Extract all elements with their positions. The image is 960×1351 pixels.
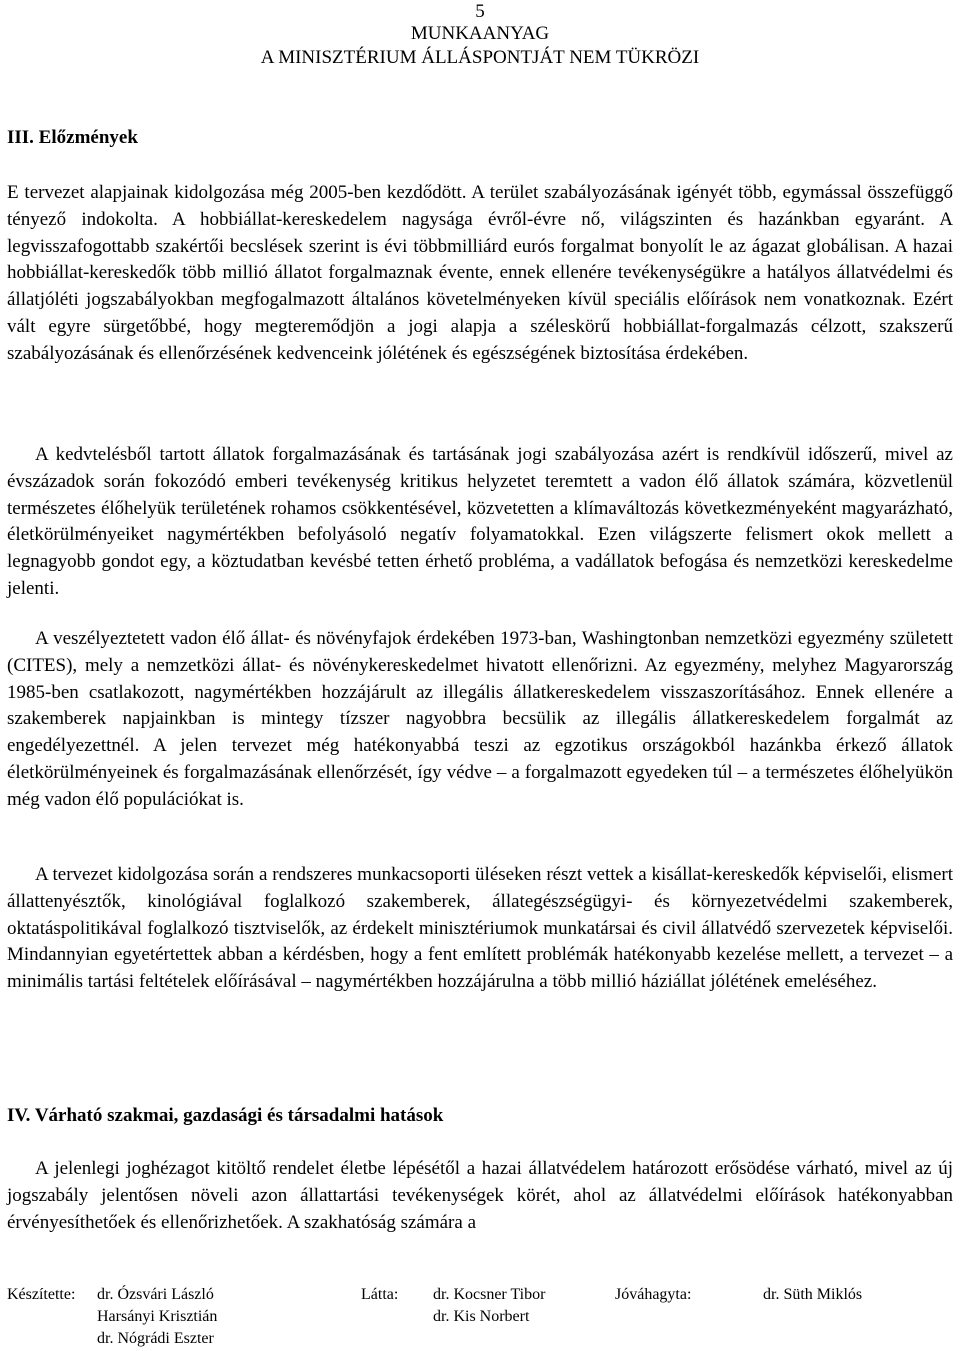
- seen-by-list: [433, 1284, 545, 1328]
- section-3-paragraph-1: E tervezet alapjainak kidolgozása még 2005-ben kezdődött. A terület szabályozásának igényét több, egymással összefüggő tényező indokolta. A hobbiállat-kereskedelem nagysága évről-évre nő, világszinten és hazánkban egyaránt. A legvisszafogottabb szakértői becslések szerint is évi többmilliárd eurós forgalmat bonyolít le az ágazat globálisan. A hazai hobbiállat-kereskedők több millió állatot forgalmaznak évente, ennek ellenére tevékenységükre a hatályos állatvédelmi és állatjóléti jogszabályokban megfogalmazott általános követelményeken kívül speciális előírások nem vonatkoznak. Ezért vált egyre sürgetőbbé, hogy megteremődjön a jogi alapja a széleskörű hobbiállat-forgalmazás célzott, szakszerű szabályozásának és ellenőrzésének kedvenceink jólétének és egészségének biztosítása érdekében.: [7, 182, 953, 364]
- section-3-paragraph-3: A veszélyeztetett vadon élő állat- és növényfajok érdekében 1973-ban, Washingtonban nemzetközi egyezmény született (CITES), mely a nemzetközi állat- és növénykereskedelmet hivatott ellenőrizni. Az egyezmény, melyhez Magyarország 1985-ben csatlakozott, nagymértékben hozzájárult az illegális állatkereskedelem visszaszorításához. Ennek ellenére a szakemberek napjainkban is mintegy tízszer nagyobbra becsülik az illegális állatkereskedelem forgalmát az engedélyezettnél. A jelen tervezet még hatékonyabbá teszi az egzotikus országokból hazánkba érkező állatok életkörülményeinek és forgalmazásának ellenőrzését, így védve – a forgalmazott egyedeken túl – a természetes élőhelyükön még vadon élő populációkat is.: [7, 628, 953, 810]
- section-3-paragraph-2: A kedvtelésből tartott állatok forgalmazásának és tartásának jogi szabályozása azért is rendkívül időszerű, mivel az évszázadok során fokozódó emberi tevékenység kritikus helyzetet teremtett a vadon élő állatok számára, közvetlenül természetes élőhelyük területének rohamos csökkentésével, közvetetten a klímaváltozás következményeként magyarázható, életkörülményeiket nagymértékben befolyásoló negatív folyamatokkal. Ezen világszerte felismert okok mellett a legnagyobb gondot egy, a köztudatban kevésbé tetten érhető probléma, a vadállatok befogása és nemzetközi kereskedelme jelenti.: [7, 444, 953, 599]
- prepared-by-name: Harsányi Krisztián: [97, 1308, 218, 1325]
- section-4-paragraph-1: A jelenlegi joghézagot kitöltő rendelet életbe lépésétől a hazai állatvédelem határozott erősödése várható, mivel az új jogszabály jelentősen növeli azon állattartási tevékenységek körét, ahol az állatvédelmi előírások hatékonyabban érvényesíthetőek és ellenőrizhetőek. A szakhatóság számára a: [7, 1158, 953, 1233]
- prepared-by-name: dr. Ózsvári László: [97, 1286, 214, 1303]
- section-3-paragraph-4: A tervezet kidolgozása során a rendszeres munkacsoporti üléseken részt vettek a kisállat-kereskedők képviselői, elismert állattenyésztők, kinológiával foglalkozó szakemberek, állategészségügyi- és környezetvédelmi szakemberek, oktatáspolitikával foglalkozó tisztviselők, az érdekelt minisztériumok munkatársai és civil állatvédő szervezetek képviselői. Mindannyian egyetértettek abban a kérdésben, hogy a fent említett problémák hatékonyabb kezelése mellett, a tervezet – a minimális tartási feltételek előírásával – nagymértékben hozzájárulna a több millió háziállat jólétének emeléséhez.: [7, 864, 953, 993]
- prepared-label: Készítette:: [7, 1286, 76, 1303]
- approved-by-list: [763, 1284, 862, 1306]
- seen-by-name: dr. Kis Norbert: [433, 1308, 530, 1325]
- seen-label: Látta:: [361, 1286, 399, 1303]
- page-number: 5: [475, 1, 485, 22]
- approved-by-name: dr. Süth Miklós: [763, 1286, 863, 1303]
- prepared-by-list: [97, 1284, 217, 1350]
- section-4-heading: IV. Várható szakmai, gazdasági és társadalmi hatások: [7, 1105, 444, 1126]
- section-3-heading: III. Előzmények: [7, 127, 138, 148]
- seen-by-name: dr. Kocsner Tibor: [433, 1286, 546, 1303]
- approved-label: Jóváhagyta:: [615, 1286, 692, 1303]
- prepared-by-name: dr. Nógrádi Eszter: [97, 1330, 214, 1347]
- header-draft-label: MUNKAANYAG: [410, 23, 550, 44]
- header-disclaimer: A MINISZTÉRIUM ÁLLÁSPONTJÁT NEM TÜKRÖZI: [260, 47, 700, 68]
